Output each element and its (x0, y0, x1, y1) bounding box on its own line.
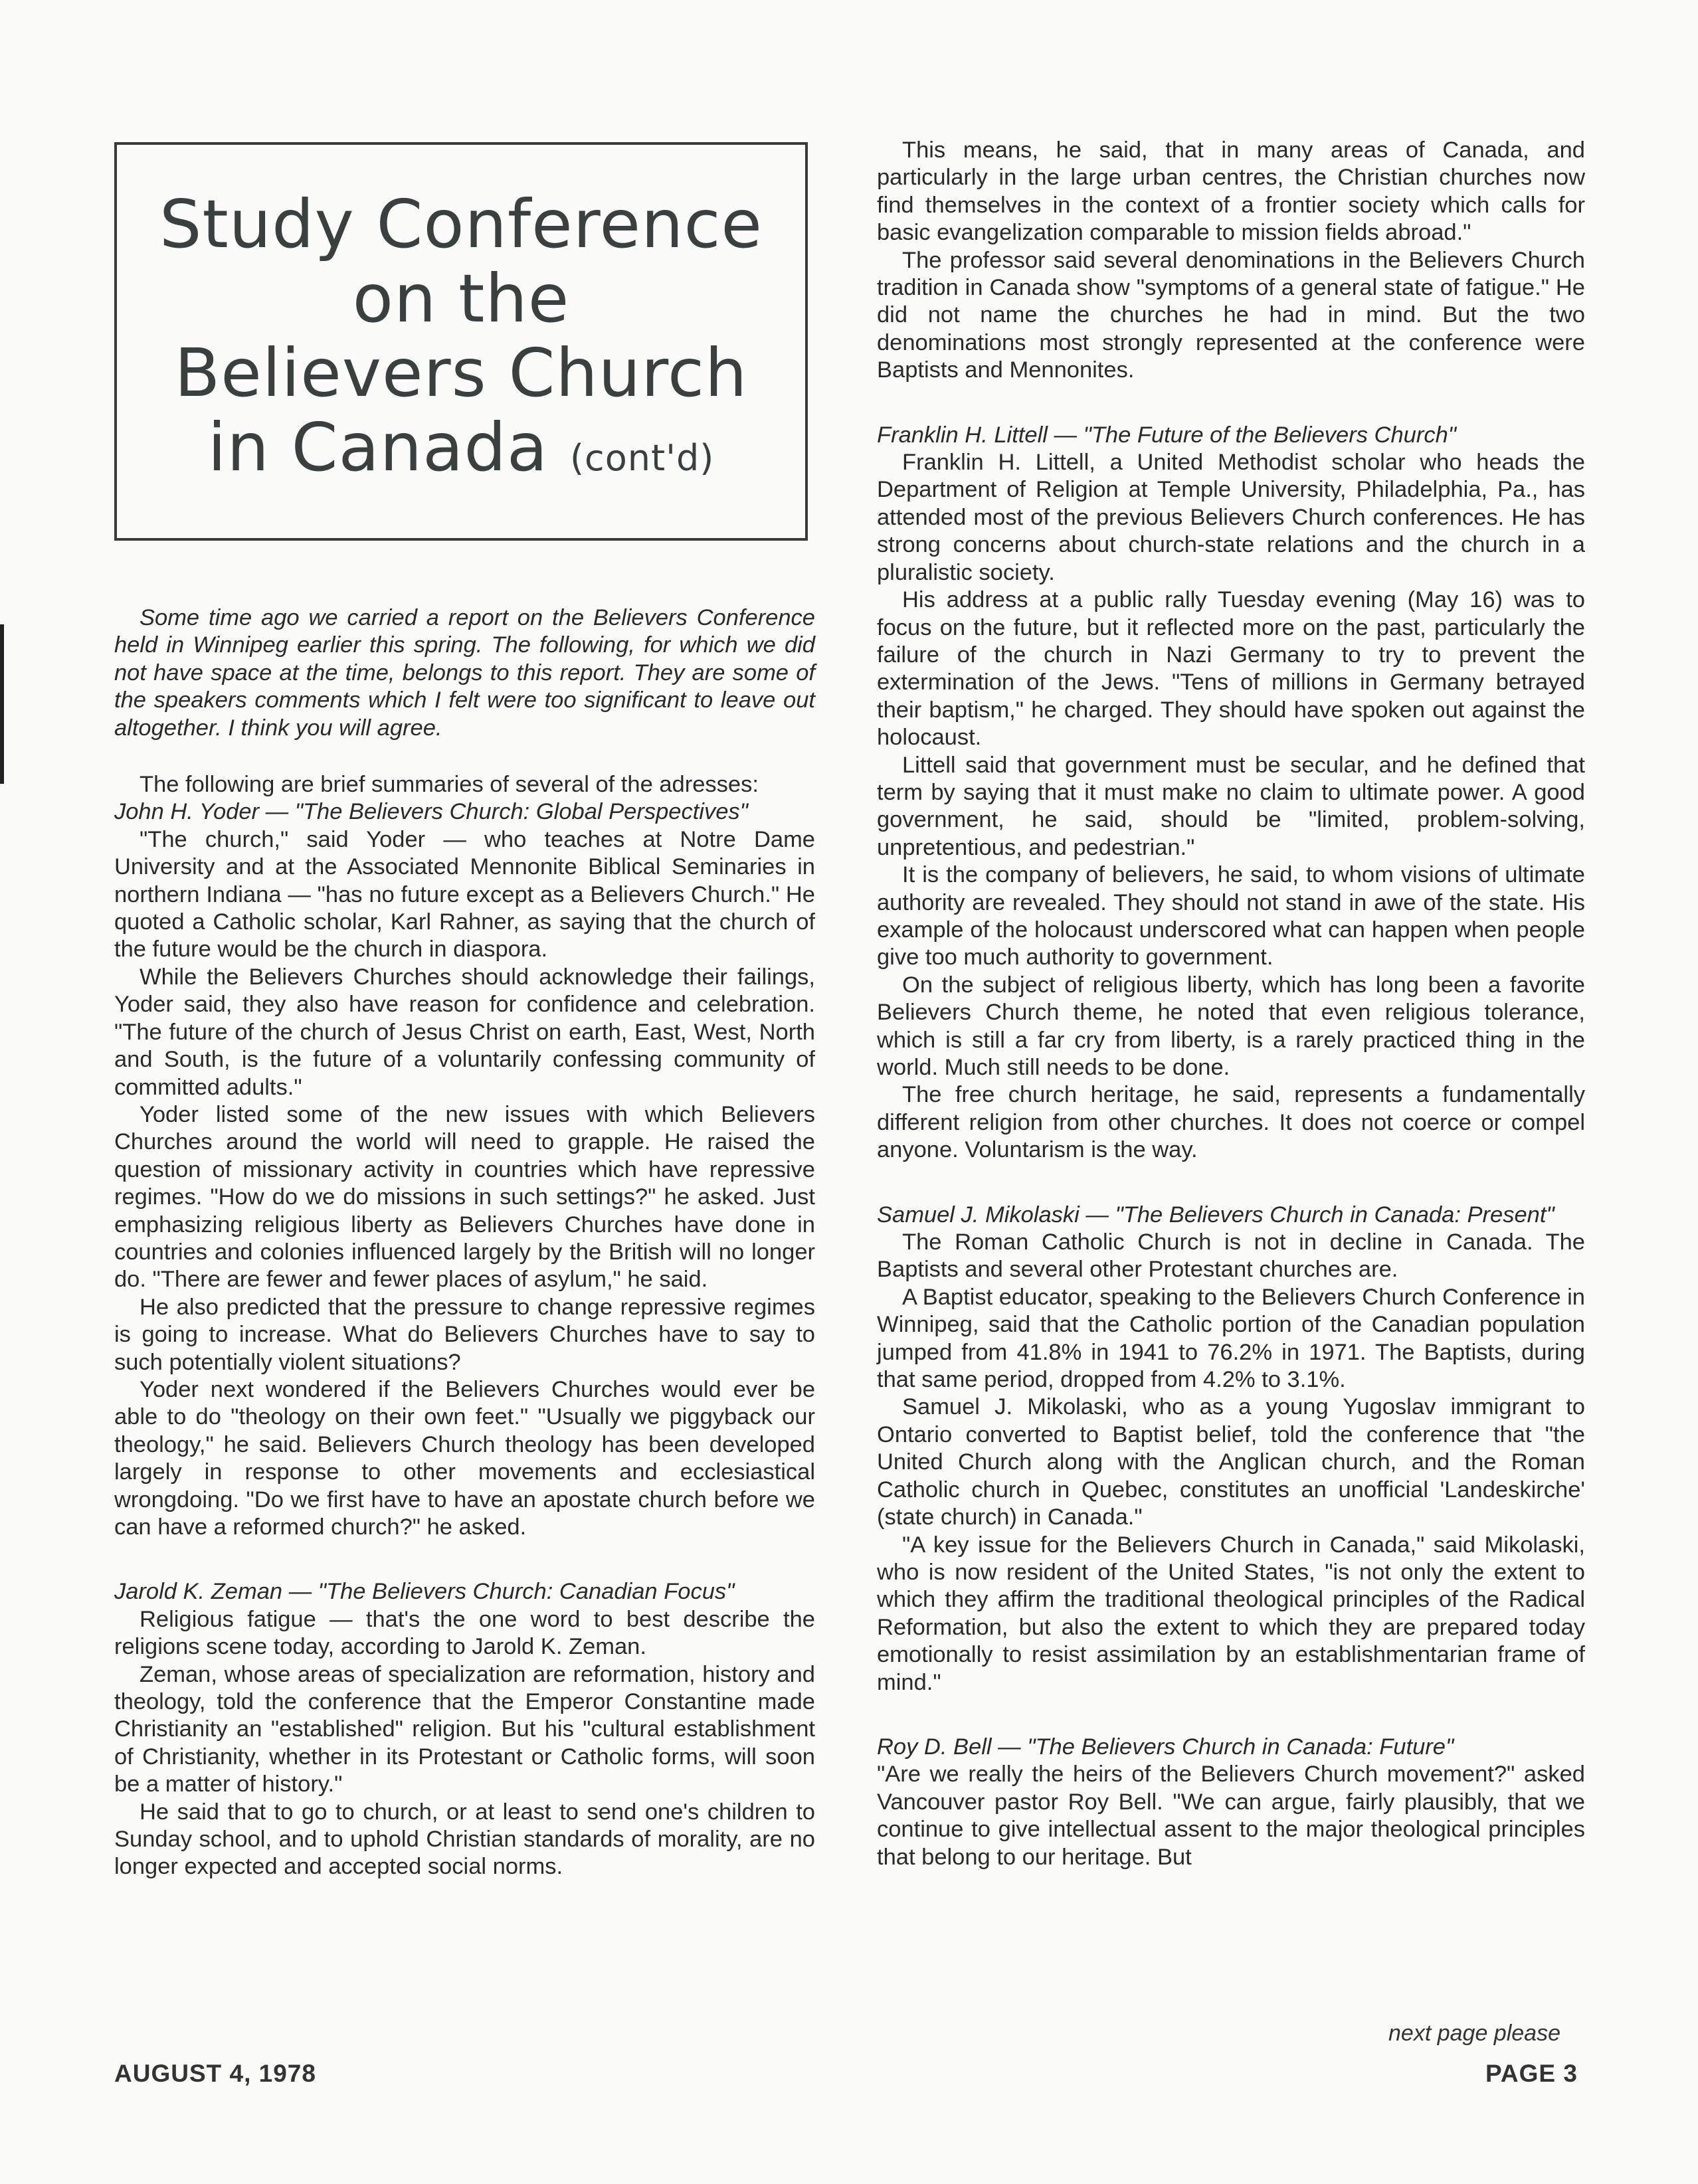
section-littell (877, 422, 1585, 1164)
paragraph: "The church," said Yoder — who teaches at Notre Dame University and at the Associated Mennonite Biblical Seminaries in northern Indiana — "has no future except as a Believers Church." He quoted a Catholic scholar, Karl Rahner, as saying that the church of the future would be the church in diaspora. (114, 826, 815, 962)
paragraph: Franklin H. Littell, a United Methodist scholar who heads the Department of Religion at Temple University, Philadelphia, Pa., has attended most of the previous Believers Church conferences. He has strong concerns about church-state relations and the church in a pluralistic society. (877, 450, 1585, 585)
paragraph: "Are we really the heirs of the Believers Church movement?" asked Vancouver pastor Roy Bell. "We can argue, fairly plausibly, that we continue to give intellectual assent to the major theological principles that belong to our heritage. But (877, 1762, 1585, 1870)
section-heading: Roy D. Bell — "The Believers Church in Canada: Future" (877, 1734, 1454, 1760)
issue-date: AUGUST 4, 1978 (114, 2060, 316, 2087)
section-zeman-part1 (114, 1578, 815, 1880)
title-line-1: Study Conference (159, 185, 763, 263)
paragraph: On the subject of religious liberty, which has long been a favorite Believers Church theme, he noted that even religious tolerance, which is still a far cry from liberty, is a rarely practiced thing in the world. Much still needs to be done. (877, 972, 1585, 1080)
paragraph: He said that to go to church, or at least to send one's children to Sunday school, and to uphold Christian standards of morality, are no longer expected and accepted social norms. (114, 1799, 815, 1880)
next-page-note: next page please (1388, 2021, 1560, 2046)
title-suffix: (cont'd) (569, 437, 715, 479)
title-box (114, 142, 808, 541)
section-heading: Jarold K. Zeman — "The Believers Church: Canadian Focus" (114, 1579, 735, 1605)
section-yoder (114, 798, 815, 1541)
section-zeman-part2 (877, 137, 1585, 385)
page-number: PAGE 3 (1485, 2060, 1578, 2087)
paragraph: Zeman, whose areas of specialization are reformation, history and theology, told the conference that the Emperor Constantine made Christianity an "established" religion. But his "cultural establishment of Christianity, whether in its Protestant or Catholic forms, will soon be a matter of history." (114, 1661, 815, 1797)
paragraph: This means, he said, that in many areas of Canada, and particularly in the large urban centres, the Christian churches now find themselves in the context of a frontier society which calls for basic evangelization comparable to mission fields abroad." (877, 137, 1585, 246)
paragraph: A Baptist educator, speaking to the Believers Church Conference in Winnipeg, said that the Catholic portion of the Canadian population jumped from 41.8% in 1941 to 76.2% in 1971. The Baptists, during that same period, dropped from 4.2% to 3.1%. (877, 1284, 1585, 1393)
section-bell (877, 1734, 1585, 1871)
paragraph: While the Believers Churches should acknowledge their failings, Yoder said, they also have reason for confidence and celebration. "The future of the church of Jesus Christ on earth, East, West, North and South, is the future of a voluntarily confessing community of committed adults." (114, 964, 815, 1100)
paragraph: The free church heritage, he said, represents a fundamentally different religion from other churches. It does not coerce or compel anyone. Voluntarism is the way. (877, 1082, 1585, 1163)
paragraph: The professor said several denominations in the Believers Church tradition in Canada show "symptoms of a general state of fatigue." He did not name the churches he had in mind. But the two denominations most strongly represented at the conference were Baptists and Mennonites. (877, 247, 1585, 383)
paragraph: It is the company of believers, he said, to whom visions of ultimate authority are revealed. They should not stand in awe of the state. His example of the holocaust underscored what can happen when people give too much authority to government. (877, 862, 1585, 970)
paragraph: The Roman Catholic Church is not in decline in Canada. The Baptists and several other Protestant churches are. (877, 1229, 1585, 1283)
title-line-4-text: in Canada (207, 409, 549, 486)
paragraph: Littell said that government must be secular, and he defined that term by saying that it must make no claim to ultimate power. A good government, he said, should be "limited, problem-solving, unpretentious, and pedestrian." (877, 752, 1585, 860)
title-line-4 (208, 410, 715, 496)
intro-lead: The following are brief summaries of several of the adresses: (140, 772, 759, 798)
editor-note-text: Some time ago we carried a report on the Believers Conference held in Winnipeg earlier this spring. The following, for which we did not have space at the time, belongs to this report. They are some of the speakers comments which I felt were too significant to leave out altogether. I think you will agree. (114, 605, 815, 741)
paragraph: His address at a public rally Tuesday evening (May 16) was to focus on the future, but it reflected more on the past, particularly the failure of the church in Nazi Germany to try to prevent the extermination of the Jews. "Tens of millions in Germany betrayed their baptism," he charged. They should have spoken out against the holocaust. (877, 587, 1585, 751)
section-heading: John H. Yoder — "The Believers Church: Global Perspectives" (114, 799, 748, 825)
right-column (877, 137, 1585, 1908)
title-line-3: Believers Church (174, 334, 748, 412)
title-line-2: on the (352, 260, 570, 337)
scan-edge-mark (0, 624, 4, 784)
section-mikolaski (877, 1202, 1585, 1696)
left-column (114, 604, 815, 1918)
editor-note (114, 604, 815, 742)
paragraph: "A key issue for the Believers Church in Canada," said Mikolaski, who is now resident of the United States, "is not only the extent to which they affirm the traditional theological principles of the Radical Reformation, but also the extent to which they are prepared today emotionally to resist assimilation by an establishmentarian frame of mind." (877, 1532, 1585, 1695)
section-heading: Samuel J. Mikolaski — "The Believers Church in Canada: Present" (877, 1202, 1555, 1228)
paragraph: Samuel J. Mikolaski, who as a young Yugoslav immigrant to Ontario converted to Baptist belief, told the conference that "the United Church along with the Anglican church, and the Roman Catholic church in Quebec, constitutes an unofficial 'Landeskirche' (state church) in Canada." (877, 1394, 1585, 1530)
paragraph: He also predicted that the pressure to change repressive regimes is going to increase. What do Believers Churches have to say to such potentially violent situations? (114, 1294, 815, 1375)
section-heading: Franklin H. Littell — "The Future of the Believers Church" (877, 422, 1457, 448)
paragraph: Yoder listed some of the new issues with which Believers Churches around the world will need to grapple. He raised the question of missionary activity in countries which have repressive regimes. "How do we do missions in such settings?" he asked. Just emphasizing religious liberty as Believers Churches have done in countries and colonies influenced largely by the British will no longer do. "There are fewer and fewer places of asylum," he said. (114, 1101, 815, 1293)
paragraph: Religious fatigue — that's the one word to best describe the religions scene today, according to Jarold K. Zeman. (114, 1606, 815, 1660)
paragraph: Yoder next wondered if the Believers Churches would ever be able to do "theology on their own feet." "Usually we piggyback our theology," he said. Believers Church theology has been developed largely in response to other movements and ecclesiastical wrongdoing. "Do we first have to have an apostate church before we can have a reformed church?" he asked. (114, 1376, 815, 1540)
